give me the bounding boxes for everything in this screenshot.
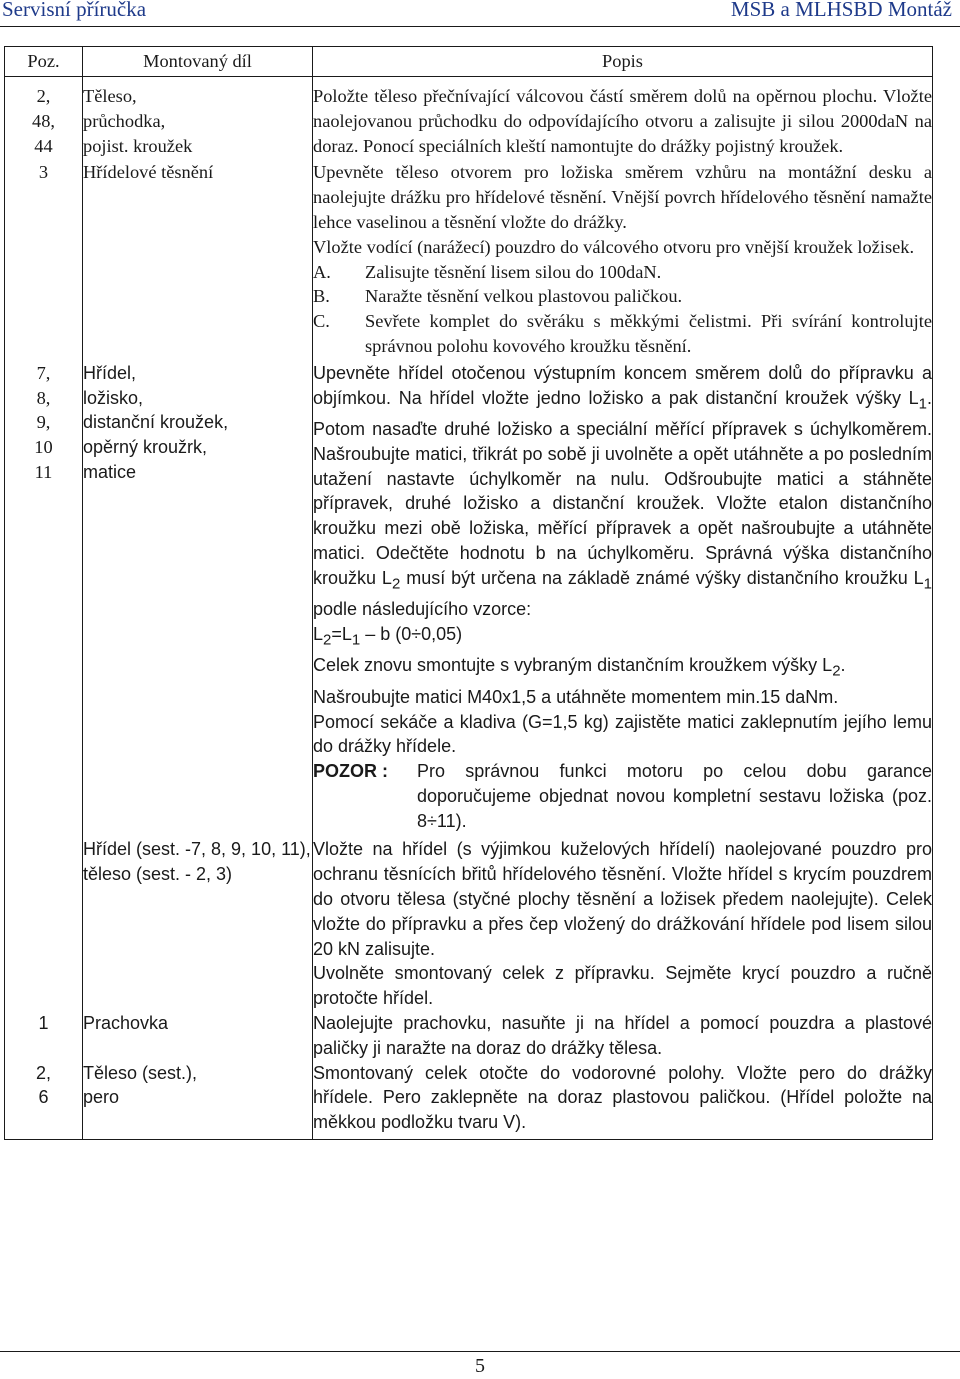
part-name: pero (83, 1087, 120, 1108)
header-section: MSB a MLHSBD Montáž (730, 0, 952, 21)
part-cell (83, 837, 313, 1011)
step-letter: A. (313, 261, 331, 282)
part-name: matice (83, 461, 137, 482)
part-name: průchodka, (83, 110, 166, 131)
description-text: Našroubujte matici M40x1,5 a utáhněte momentem min.15 daNm. (313, 686, 839, 707)
part-cell (83, 359, 313, 838)
description-text: Položte těleso přečnívající válcovou částí směrem dolů na opěrnou plochu. Vložte naolejovanou průchodku do odpovídajícího otvoru a zalisujte ji silou 2000daN na doraz. Ponocí speciálních kleští namontujte do drážky pojistný kroužek. (313, 86, 932, 156)
poz-value: 7, (36, 362, 51, 383)
header-divider (0, 26, 960, 27)
table-row (5, 1061, 933, 1140)
poz-value: 2, (36, 86, 51, 106)
description-text: Uvolněte smontovaný celek z přípravku. Sejměte krycí pouzdro a ručně protočte hřídel. (313, 963, 932, 1009)
poz-cell: 3 (5, 158, 83, 358)
formula-text: $L_2=L_1 - b$ (0÷0,05) (313, 623, 463, 649)
description-text: Pomocí sekáče a kladiva (G=1,5 kg) zajistěte matici zaklepnutím jejího lemu do drážky hřídele. (313, 711, 932, 757)
description-text: Upevněte těleso otvorem pro ložiska směrem vzhůru na montážní desku a naolejujte drážku pro hřídelové těsnění. Vnější povrch hřídelového těsnění namažte lehce vaselinou a těsnění vložte do drážky. (313, 162, 932, 232)
part-cell: Hřídelové těsnění (83, 158, 313, 358)
part-name: Těleso, (83, 86, 137, 106)
column-header-popis: Popis (313, 47, 933, 77)
table-row (5, 837, 933, 1011)
step-text: Sevřete komplet do svěráku s měkkými čelistmi. Při svírání kontrolujte správnou polohu kovového kroužku těsnění. (365, 311, 932, 356)
step-item (313, 309, 932, 359)
poz-cell (5, 1061, 83, 1140)
part-name: opěrný kroužrk, (83, 437, 208, 458)
part-name: ložisko, (83, 387, 144, 408)
description-text: Vložte na hřídel (s výjimkou kuželových hřídelí) naolejované pouzdro pro ochranu těsnících břitů hřídelového těsnění. Vložte hřídel s krycím pouzdrem do otvoru tělesa (styčné plochy těsnění a ložisek předem naolejujte). Celek vložte do přípravku a přes čep vložený do drážkování hřídele pod lisem silou 20 kN zalisujte. (313, 839, 932, 959)
warning-note (313, 759, 932, 833)
description-text: Upevněte hřídel otočenou výstupním koncem směrem dolů do přípravku a objímkou. Na hřídel vložte jedno ložisko a pak distanční kroužek výšky $L_1$. Potom nasaďte druhé ložisko a speciální měřící přípravek s úchylkoměrem. Našroubujte matici, třikrát po sobě ji uvolněte a opět utáhněte a po posledním utažení nastavte úchylkoměr na nulu. Odšroubujte matici a stáhněte přípravek, druhé ložisko a distanční kroužek. Vložte etalon distančního kroužku mezi obě ložiska, měřící přípravek a opět našroubujte a utáhněte matici. Odečtěte hodnotu b na úchylkoměru. Správná výška distančního kroužku $L_2$ musí být určena na základě známé výšky distančního kroužku $L_1$ podle následujícího vzorce: (313, 362, 932, 620)
part-name: pojist. kroužek (83, 135, 193, 156)
poz-value: 48, (32, 110, 55, 131)
part-name: Hřídel (sest. -7, 8, 9, 10, 11), (83, 839, 311, 860)
part-cell (83, 1061, 313, 1140)
poz-value: 9, (36, 412, 51, 433)
page-number: 5 (475, 1355, 485, 1377)
warning-text: Pro správnou funkci motoru po celou dobu garance doporučujeme objednat novou kompletní sestavu ložiska (poz. 8÷11). (417, 761, 932, 831)
description-cell: Naolejujte prachovku, nasuňte ji na hřídel a pomocí pouzdra a plastové paličky ji naražte na doraz do drážky tělesa. (313, 1011, 933, 1061)
table-row (5, 77, 933, 159)
column-header-poz: Poz. (5, 47, 83, 77)
step-text: Zalisujte těsnění lisem silou do 100daN. (365, 261, 662, 282)
part-name: Těleso (sest.), (83, 1062, 198, 1083)
poz-value: 2, (35, 1062, 51, 1083)
poz-value: 11 (34, 461, 53, 482)
assembly-table (4, 46, 933, 1140)
table-header-row (5, 47, 933, 77)
step-item (313, 260, 932, 285)
poz-value: 10 (34, 437, 53, 458)
warning-label: POZOR : (313, 761, 388, 782)
step-letter: B. (313, 286, 330, 307)
poz-value: 8, (36, 387, 51, 408)
footer-divider (0, 1351, 960, 1352)
step-item (313, 284, 932, 309)
description-cell (313, 158, 933, 358)
header-title: Servisní příručka (2, 0, 147, 21)
part-name: těleso (sest. - 2, 3) (83, 864, 233, 885)
step-text: Naražte těsnění velkou plastovou paličkou. (365, 286, 683, 307)
poz-value: 6 (38, 1087, 49, 1108)
description-cell (313, 837, 933, 1011)
poz-cell: 1 (5, 1011, 83, 1061)
description-cell (313, 359, 933, 838)
page-header (0, 0, 960, 26)
table-row (5, 158, 933, 358)
part-cell (83, 77, 313, 159)
column-header-dil: Montovaný díl (83, 47, 313, 77)
poz-value: 44 (34, 135, 53, 156)
description-cell: Smontovaný celek otočte do vodorovné polohy. Vložte pero do drážky hřídele. Pero zaklepněte na doraz plastovou paličkou. (Hřídel položte na měkkou podložku tvaru V). (313, 1061, 933, 1140)
part-name: distanční kroužek, (83, 412, 229, 433)
description-cell (313, 77, 933, 159)
poz-cell (5, 837, 83, 1011)
poz-cell (5, 77, 83, 159)
description-text: Vložte vodící (narážecí) pouzdro do válcového otvoru pro vnější kroužek ložisek. (313, 236, 915, 257)
table-row (5, 359, 933, 838)
step-letter: C. (313, 311, 330, 332)
description-text: Celek znovu smontujte s vybraným distančním kroužkem výšky $L_2$. (313, 655, 846, 680)
part-name: Hřídel, (83, 362, 137, 383)
part-cell: Prachovka (83, 1011, 313, 1061)
table-row (5, 1011, 933, 1061)
poz-cell (5, 359, 83, 838)
